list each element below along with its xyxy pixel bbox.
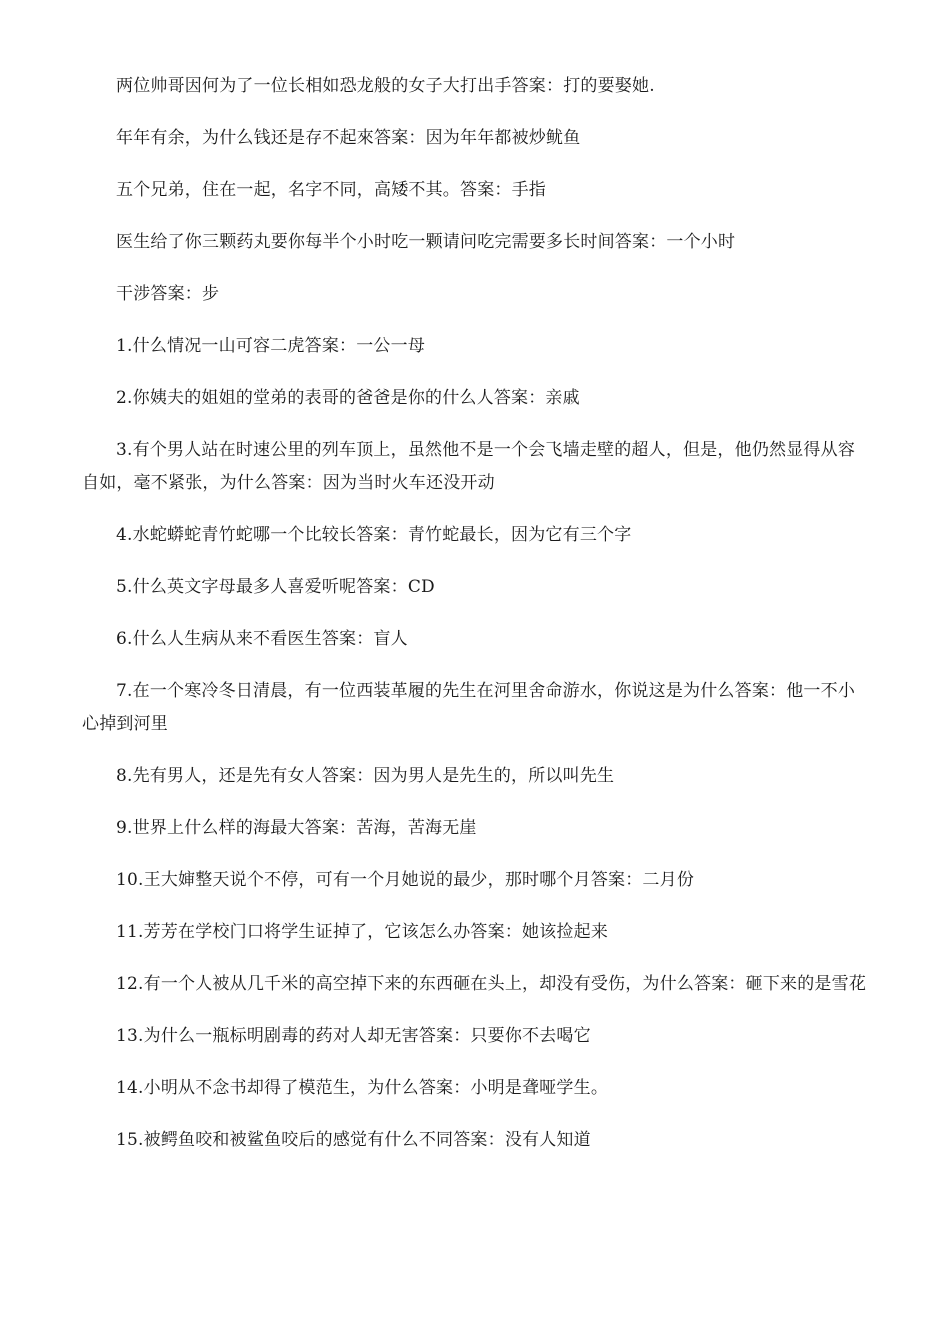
paragraph-3: 五个兄弟，住在一起，名字不同，高矮不其。答案：手指	[116, 180, 546, 200]
paragraph-12: 7.在一个寒冷冬日清晨，有一位西装革履的先生在河里舍命游水，你说这是为什么答案：他一不小心掉到河里	[82, 681, 856, 734]
paragraph-1: 两位帅哥因何为了一位长相如恐龙般的女子大打出手答案：打的要娶她.	[116, 76, 655, 96]
paragraph-13: 8.先有男人，还是先有女人答案：因为男人是先生的，所以叫先生	[116, 766, 615, 786]
paragraph-10: 5.什么英文字母最多人喜爱听呢答案：CD	[116, 577, 435, 597]
paragraph-17: 12.有一个人被从几千米的高空掉下来的东西砸在头上，却没有受伤，为什么答案：砸下来的是雪花	[116, 974, 867, 994]
paragraph-8: 3.有个男人站在时速公里的列车顶上，虽然他不是一个会飞墙走壁的超人，但是，他仍然显得从容自如，毫不紧张，为什么答案：因为当时火车还没开动	[82, 440, 856, 493]
paragraph-11: 6.什么人生病从来不看医生答案：盲人	[116, 629, 408, 649]
paragraph-15: 10.王大婶整天说个不停，可有一个月她说的最少，那时哪个月答案：二月份	[116, 870, 695, 890]
paragraph-19: 14.小明从不念书却得了模范生，为什么答案：小明是聋哑学生。	[116, 1078, 609, 1098]
paragraph-16: 11.芳芳在学校门口将学生证掉了，它该怎么办答案：她该捡起来	[116, 922, 609, 942]
paragraph-9: 4.水蛇蟒蛇青竹蛇哪一个比较长答案：青竹蛇最长，因为它有三个字	[116, 525, 632, 545]
paragraph-6: 1.什么情况一山可容二虎答案：一公一母	[116, 336, 426, 356]
paragraph-20: 15.被鳄鱼咬和被鲨鱼咬后的感觉有什么不同答案：没有人知道	[116, 1130, 591, 1150]
document-page	[82, 70, 872, 1176]
paragraph-4: 医生给了你三颗药丸要你每半个小时吃一颗请问吃完需要多长时间答案：一个小时	[116, 232, 736, 252]
paragraph-2: 年年有余，为什么钱还是存不起來答案：因为年年都被炒鱿鱼	[116, 128, 581, 148]
paragraph-5: 干涉答案：步	[116, 284, 220, 304]
paragraph-18: 13.为什么一瓶标明剧毒的药对人却无害答案：只要你不去喝它	[116, 1026, 591, 1046]
paragraph-14: 9.世界上什么样的海最大答案：苦海，苦海无崖	[116, 818, 477, 838]
paragraph-7: 2.你姨夫的姐姐的堂弟的表哥的爸爸是你的什么人答案：亲戚	[116, 388, 580, 408]
